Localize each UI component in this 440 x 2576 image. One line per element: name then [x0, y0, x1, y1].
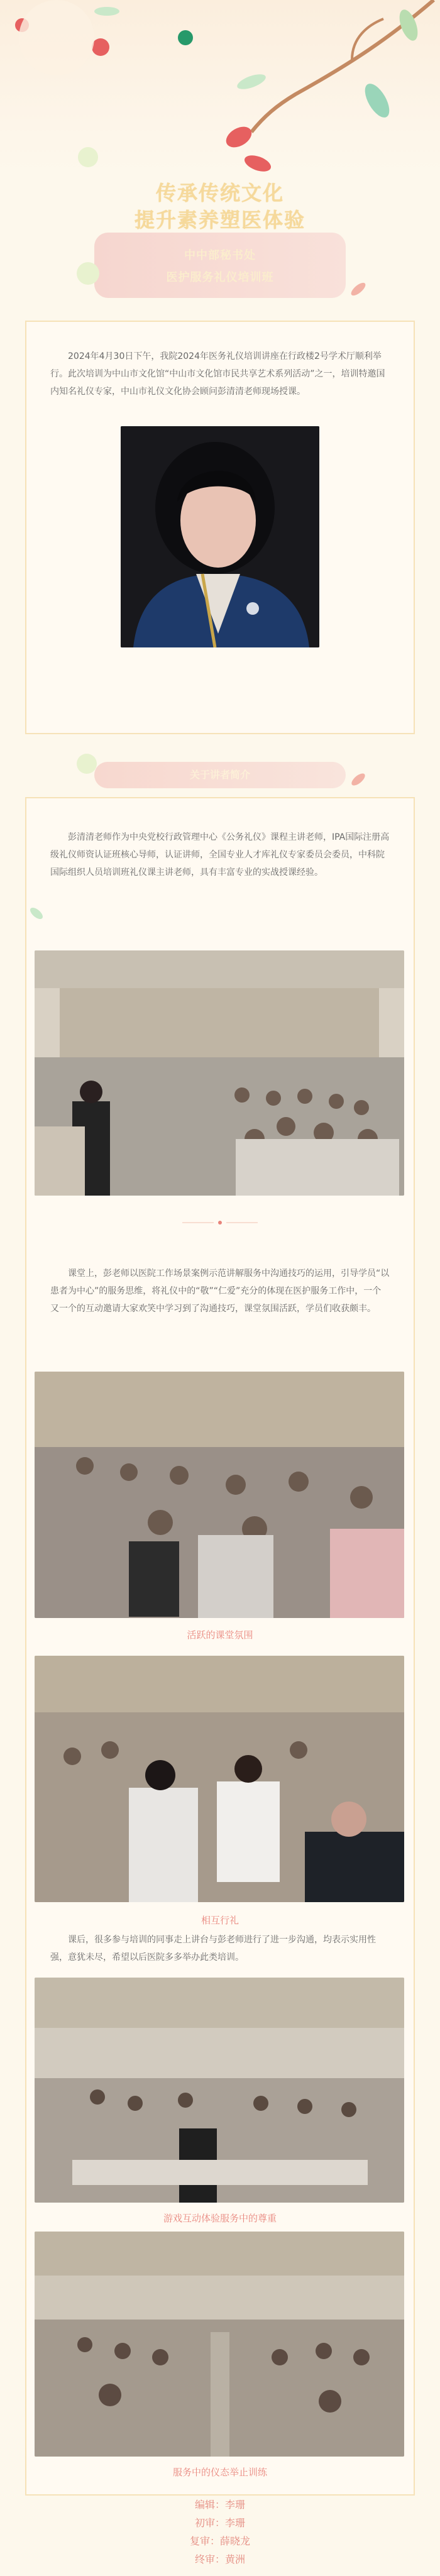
photo-caption-3: 游戏互动体验服务中的尊重	[163, 2213, 277, 2224]
divider-ornament	[182, 1216, 258, 1229]
section-heading: 关于讲者简介	[94, 762, 346, 788]
photo-caption-1: 活跃的课堂氛围	[187, 1629, 253, 1641]
subtitle-line2: 医护服务礼仪培训班	[166, 271, 274, 284]
leaf-decoration-icon	[25, 902, 50, 927]
credit-second-review: 复审：薛晓龙	[189, 2535, 250, 2547]
classroom-photo-2	[35, 1372, 404, 1618]
page-title-line1: 传承传统文化	[155, 181, 284, 205]
subtitle-line1: 中中部秘书处	[184, 249, 256, 262]
credit-editor: 编辑：李珊	[194, 2499, 245, 2511]
classroom-photo-3	[35, 1656, 404, 1902]
speaker-bio-paragraph: 彭清清老师作为中央党校行政管理中心《公务礼仪》课程主讲老师，IPA国际注册高级礼仪师资认证班核心导师，认证讲师，全国专业人才库礼仪专家委员会委员，中科院国际组织人员培训班礼仪课主讲老师，具有丰富专业的实战授课经验。	[50, 832, 390, 878]
classroom-photo-4	[35, 1978, 404, 2203]
credit-final-review: 终审：黄洲	[194, 2553, 245, 2565]
photo-caption-4: 服务中的仪态举止训练	[172, 2467, 267, 2478]
speaker-portrait	[121, 426, 319, 647]
header-floral-decoration	[0, 0, 440, 189]
after-class-paragraph: 课后，很多参与培训的同事走上讲台与彭老师进行了进一步沟通，均表示实用性强，意犹未尽，希望以后医院多多举办此类培训。	[50, 1935, 376, 1962]
credit-first-review: 初审：李珊	[194, 2517, 245, 2529]
lecture-photo-1	[35, 950, 404, 1196]
subtitle-decoration	[63, 248, 377, 305]
class-description-paragraph: 课堂上，彭老师以医院工作场景案例示范讲解服务中沟通技巧的运用，引导学员“以患者为中心”的服务思维，将礼仪中的“敬”“仁爱”充分的体现在医护服务工作中，一个又一个的互动邀请大家欢笑中学习到了沟通技巧，课堂氛围活跃，学员们收获颇丰。	[50, 1269, 390, 1314]
photo-caption-2: 相互行礼	[201, 1915, 239, 1926]
classroom-photo-5	[35, 2232, 404, 2457]
page-title-line2: 提升素养塑医体验	[134, 208, 305, 232]
intro-paragraph: 2024年4月30日下午，我院2024年医务礼仪培训讲座在行政楼2号学术厅顺利举行。此次培训为中山市文化馆“中山市文化馆市民共享艺术系列活动”之一，培训特邀国内知名礼仪专家，中山市礼仪文化协会顾问彭清清老师现场授课。	[50, 351, 385, 397]
